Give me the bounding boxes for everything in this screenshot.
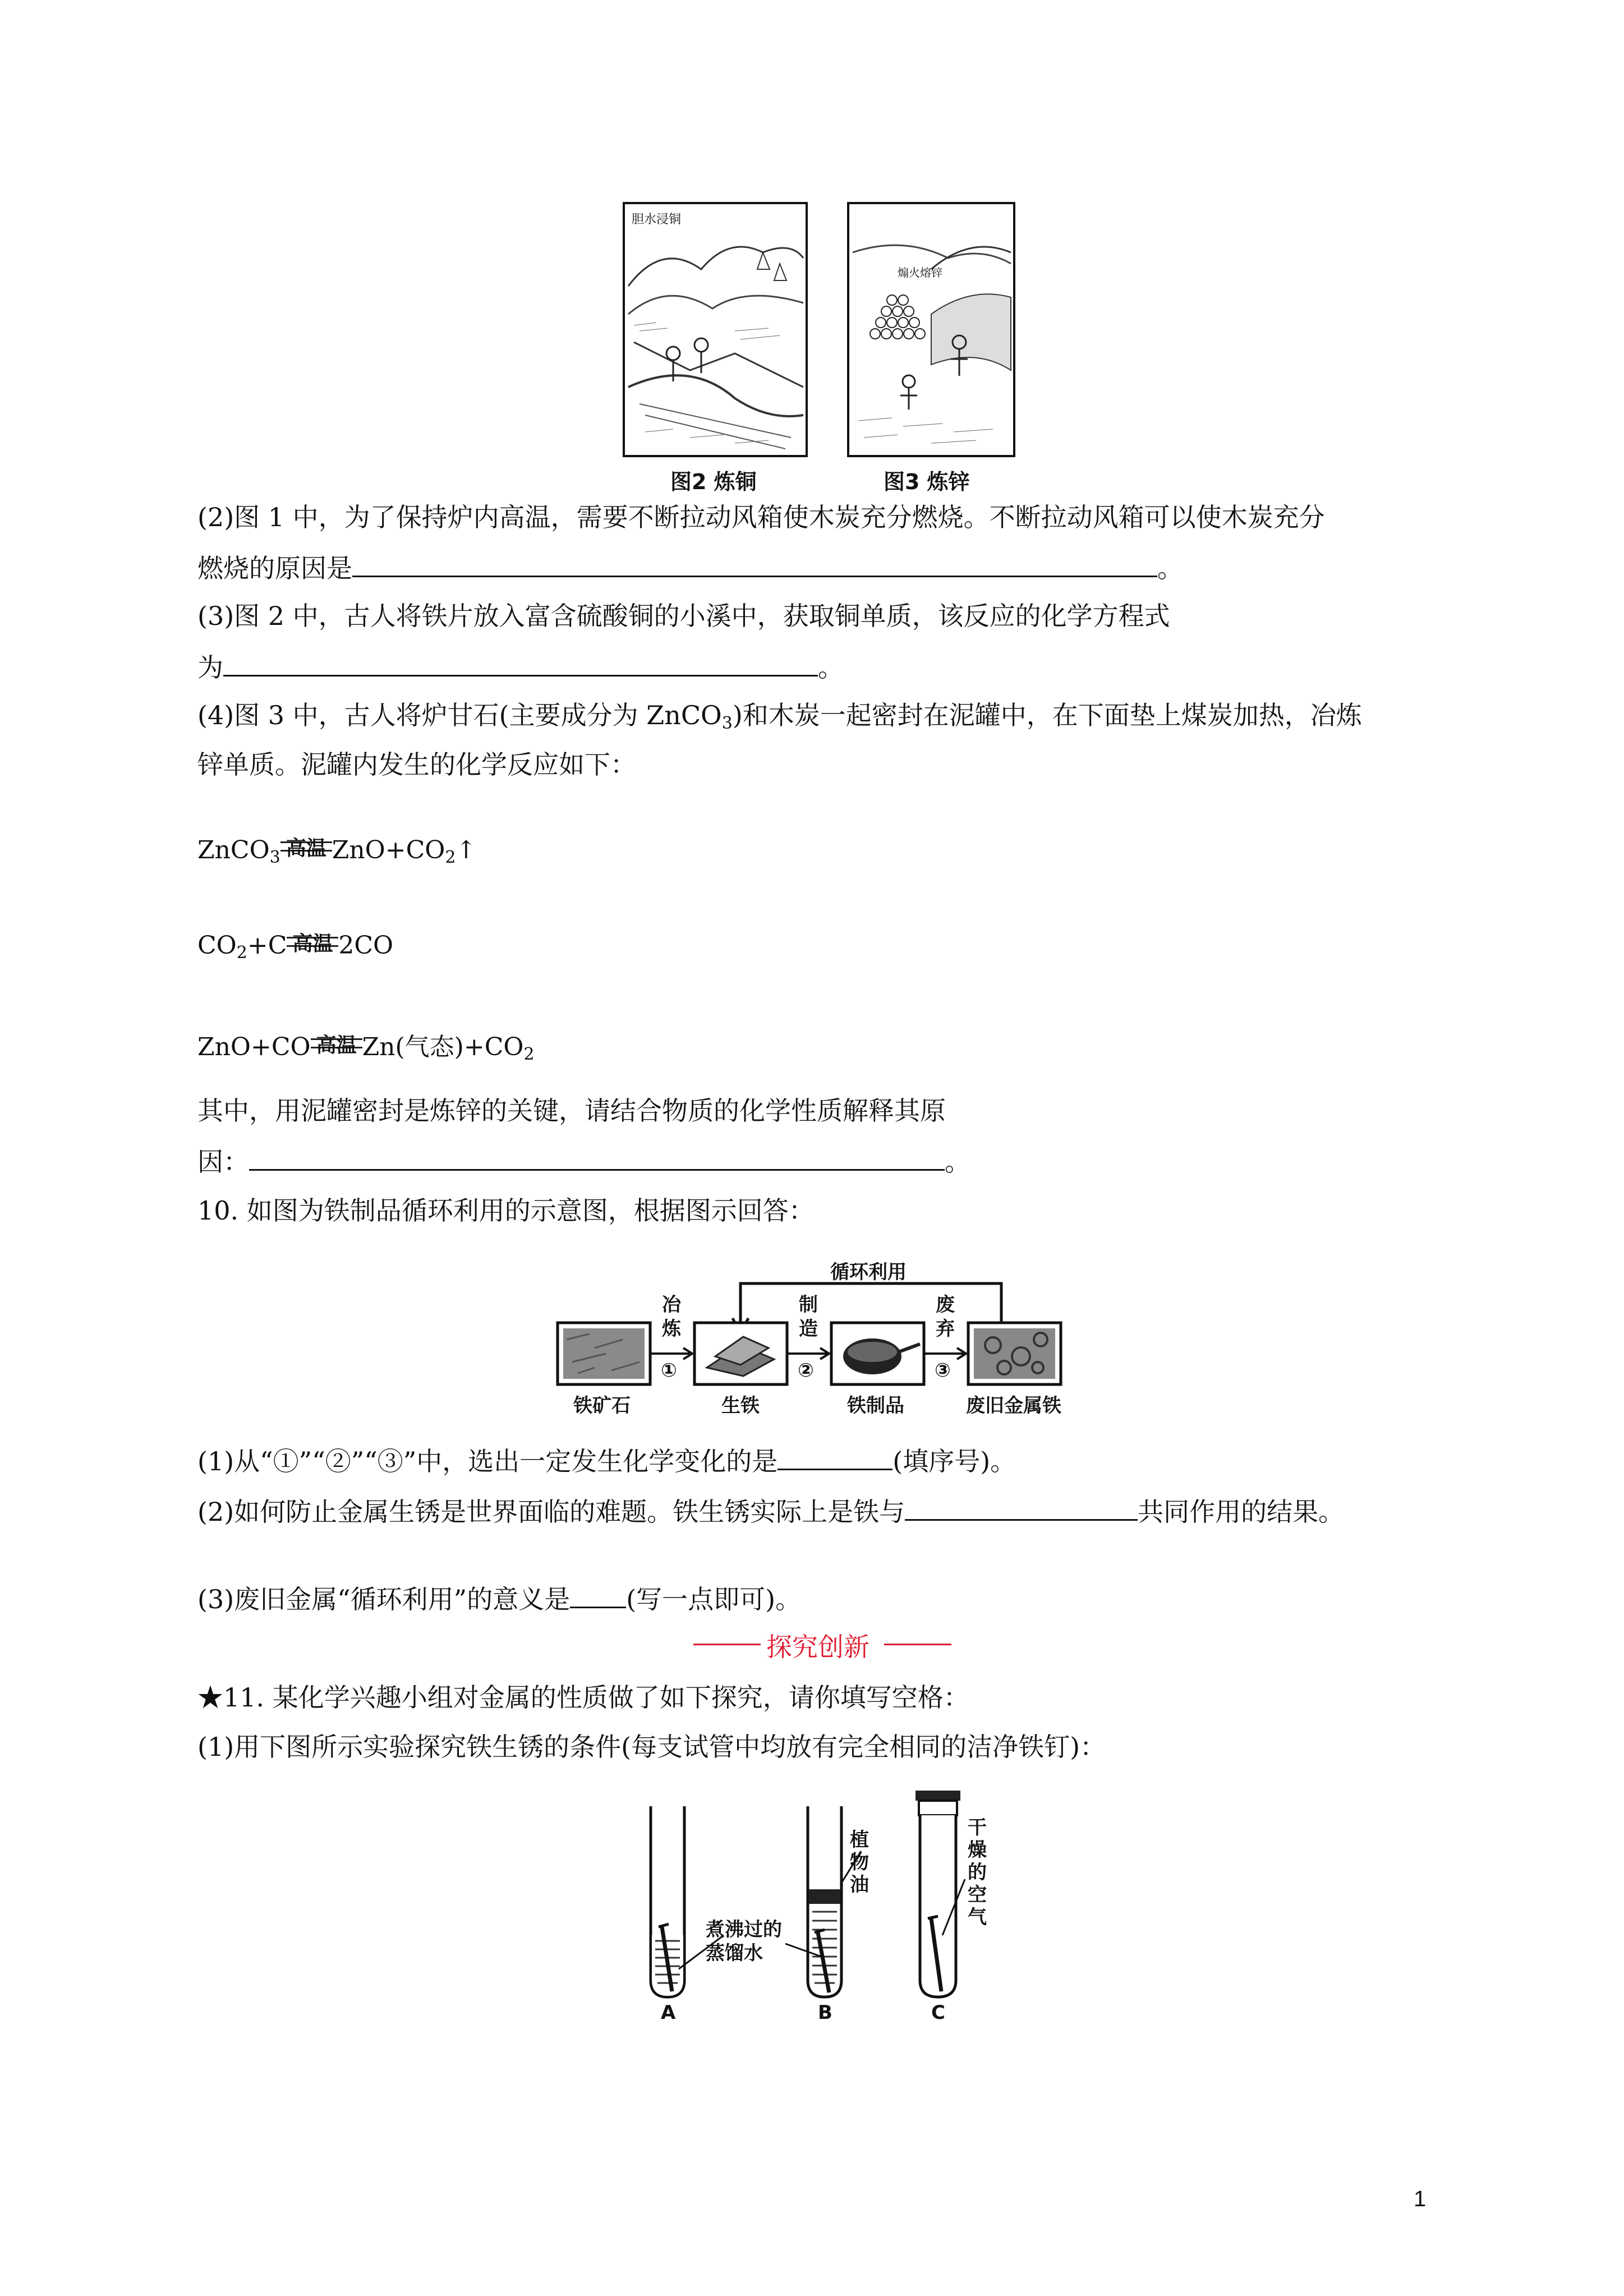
tube-c-letter: C xyxy=(931,2001,945,2024)
step3-label-a: 废 xyxy=(936,1294,955,1316)
tube-b-oil-label-2: 物 xyxy=(850,1851,869,1874)
test-tubes-svg xyxy=(640,1789,999,2025)
eq1-reactant-sub: 3 xyxy=(269,848,280,867)
q10-part1-answer-blank[interactable] xyxy=(778,1443,892,1470)
q10-stem: 10. 如图为铁制品循环利用的示意图，根据图示回答： xyxy=(197,1195,815,1226)
box2-label: 生铁 xyxy=(721,1395,760,1417)
q9-part2-line2 xyxy=(197,550,1183,585)
eq1-condition-label: 高温 xyxy=(286,837,326,860)
rust-experiment-diagram xyxy=(640,1789,999,2025)
step1-label-a: 冶 xyxy=(662,1294,681,1316)
q9-part4-text-a: (4)图 3 中，古人将炉甘石(主要成分为 ZnCO xyxy=(197,700,722,730)
tube-c-air-label-4: 空 xyxy=(968,1884,987,1906)
section-header xyxy=(693,1627,951,1660)
tube-a-water-label-2: 蒸馏水 xyxy=(706,1942,763,1964)
q9-part4-prompt: 因： xyxy=(197,1147,249,1177)
q9-part4-text-b: )和木炭一起密封在泥罐中，在下面垫上煤炭加热，冶炼 xyxy=(732,700,1362,730)
q9-part3-line2 xyxy=(197,649,844,684)
eq2-products: 2CO xyxy=(338,931,394,960)
box1-label: 铁矿石 xyxy=(573,1395,631,1417)
gas-arrow-icon: ↑ xyxy=(456,836,477,864)
q10-part1 xyxy=(197,1443,1016,1478)
eq3-reactants: ZnO+CO xyxy=(197,1033,311,1061)
q9-part3-answer-blank[interactable] xyxy=(223,649,818,677)
figure-3-smelting-zinc xyxy=(847,202,1015,457)
zinc-smelting-illustration xyxy=(847,202,1015,457)
equation-3 xyxy=(197,1027,535,1064)
q9-part3-line1: (3)图 2 中，古人将铁片放入富含硫酸铜的小溪中，获取铜单质，该反应的化学方程式 xyxy=(197,601,1170,631)
tube-a-water-label-1: 煮沸过的 xyxy=(706,1918,782,1941)
figure-3-caption: 图3 炼锌 xyxy=(884,470,970,494)
step1-label-b: 炼 xyxy=(662,1318,681,1340)
step2-label-b: 造 xyxy=(799,1318,818,1340)
cycle-label: 循环利用 xyxy=(830,1261,907,1283)
q10-part3 xyxy=(197,1581,801,1616)
box3-label: 铁制品 xyxy=(847,1395,904,1417)
step3-label-b: 弃 xyxy=(936,1318,955,1340)
q9-part4-line1 xyxy=(197,698,1362,740)
section-rule-right xyxy=(884,1644,951,1645)
tube-a-letter: A xyxy=(661,2001,676,2024)
step3-number: ③ xyxy=(935,1359,951,1382)
step2-label-a: 制 xyxy=(799,1294,818,1316)
page-number: 1 xyxy=(1414,2187,1427,2211)
tube-c-air-label-1: 干 xyxy=(968,1816,987,1839)
figure-2-smelting-copper xyxy=(623,202,808,457)
q9-part4-answer-blank[interactable] xyxy=(249,1143,945,1171)
q9-part3-prompt: 为 xyxy=(197,652,223,683)
section-rule-left xyxy=(693,1644,761,1645)
tube-b-letter: B xyxy=(818,2001,832,2024)
q9-part4-line4 xyxy=(197,1143,970,1179)
tube-b-oil-label-3: 油 xyxy=(850,1874,869,1896)
eq2-reactant: CO xyxy=(197,931,237,960)
q11-stem: ★11. 某化学兴趣小组对金属的性质做了如下探究，请你填写空格： xyxy=(197,1682,969,1713)
tube-c-air-label-3: 的 xyxy=(968,1861,987,1884)
q9-part4-line3: 其中，用泥罐密封是炼锌的关键，请结合物质的化学性质解释其原 xyxy=(197,1096,946,1126)
iron-recycling-diagram xyxy=(555,1255,1071,1418)
figure-3-inset-title: 煽火熔锌 xyxy=(898,266,942,279)
eq2-condition-label: 高温 xyxy=(292,932,333,955)
step2-number: ② xyxy=(798,1359,814,1382)
figure-2-inset-title: 胆水浸铜 xyxy=(632,213,682,227)
eq3-condition-label: 高温 xyxy=(316,1034,357,1057)
q9-part2-period: 。 xyxy=(1157,553,1183,583)
q9-part4-line2: 锌单质。泥罐内发生的化学反应如下： xyxy=(197,749,636,780)
q10-part2-prompt: (2)如何防止金属生锈是世界面临的难题。铁生锈实际上是铁与 xyxy=(197,1497,905,1527)
q10-part2-suffix: 共同作用的结果。 xyxy=(1138,1497,1345,1527)
eq1-products: ZnO+CO xyxy=(332,836,445,864)
equation-2 xyxy=(197,931,393,963)
q9-part4-sub: 3 xyxy=(721,714,733,733)
q9-part3-period: 。 xyxy=(818,652,844,683)
q10-part2 xyxy=(197,1493,1344,1529)
step1-number: ① xyxy=(661,1359,677,1382)
box4-label: 废旧金属铁 xyxy=(966,1395,1061,1417)
q10-part1-prompt: (1)从“①”“②”“③”中，选出一定发生化学变化的是 xyxy=(197,1446,778,1476)
q9-part4-period: 。 xyxy=(945,1147,970,1177)
eq3-products: Zn(气态)+CO xyxy=(362,1033,524,1061)
q11-part1: (1)用下图所示实验探究铁生锈的条件(每支试管中均放有完全相同的洁净铁钉)： xyxy=(197,1732,1106,1762)
eq1-products-sub: 2 xyxy=(445,848,456,867)
tube-b-oil-label-1: 植 xyxy=(850,1829,869,1851)
q9-part2-line1: (2)图 1 中，为了保持炉内高温，需要不断拉动风箱使木炭充分燃烧。不断拉动风箱可以使木炭充分 xyxy=(197,502,1325,532)
equation-1 xyxy=(197,836,476,867)
q10-part3-answer-blank[interactable] xyxy=(570,1581,626,1608)
q10-part1-suffix: (填序号)。 xyxy=(892,1446,1016,1476)
q10-part3-prompt: (3)废旧金属“循环利用”的意义是 xyxy=(197,1584,571,1614)
q10-part3-suffix: (写一点即可)。 xyxy=(626,1584,802,1614)
q9-part2-prompt: 燃烧的原因是 xyxy=(197,553,352,583)
q9-part2-answer-blank[interactable] xyxy=(352,550,1157,577)
figure-2-caption: 图2 炼铜 xyxy=(670,470,757,494)
eq3-products-sub: 2 xyxy=(523,1045,535,1064)
copper-smelting-illustration xyxy=(623,202,808,457)
q10-part2-answer-blank[interactable] xyxy=(905,1493,1138,1521)
eq2-reactant-sub: 2 xyxy=(236,943,247,963)
eq2-reactant-rest: +C xyxy=(247,931,287,960)
section-title: 探究创新 xyxy=(766,1632,869,1662)
tube-c-air-label-2: 燥 xyxy=(968,1839,987,1861)
tube-c-air-label-5: 气 xyxy=(968,1906,987,1929)
eq1-reactant: ZnCO xyxy=(197,836,270,864)
